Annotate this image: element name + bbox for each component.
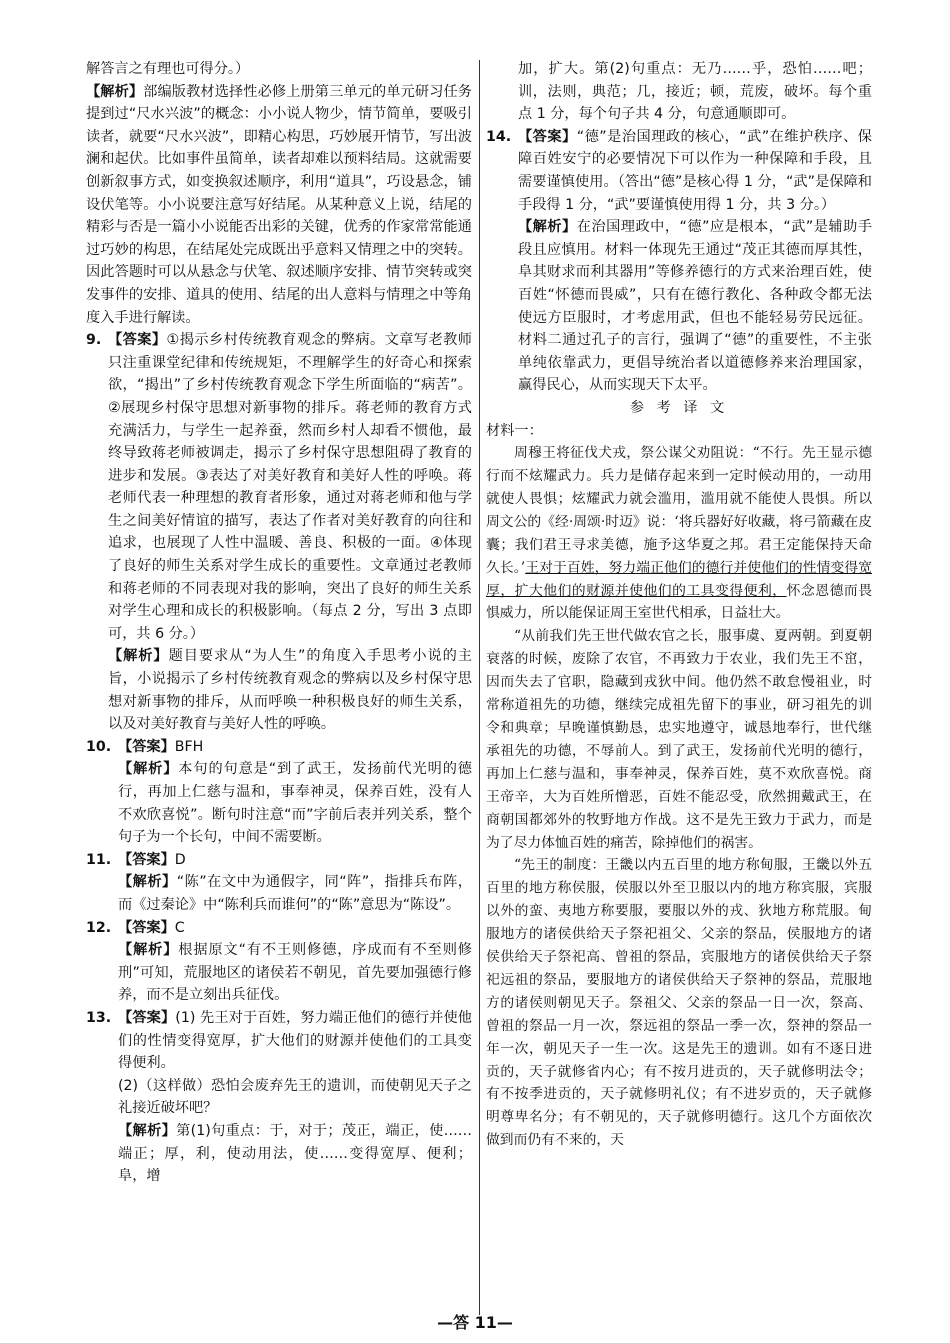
question-14 [486,126,872,216]
translation-paragraph [486,442,872,625]
answer-label: 【答案】 [118,919,175,936]
q11-answer: D [174,851,186,868]
question-13 [86,1007,472,1075]
translation-paragraph: “从前我们先王世代做农官之长，服事虞、夏两朝。到夏朝衰落的时候，废除了农官，不再致力于农业，我们先王不窋，因而失去了官职，隐藏到戎狄中间。他仍然不敢怠慢祖业，时常称道祖先的功德，继续完成祖先留下的事业，研习祖先的训令和典章；早晚谨慎勤恳，忠实地遵守，诚恳地奉行，世代继承祖先的功德，不辱前人。到了武王，发扬前代光明的德行，再加上仁慈与温和，事奉神灵，保养百姓，莫不欢欣喜悦。商王帝辛，大为百姓所憎恶，百姓不能忍受，欣然拥戴武王，在商朝国都郊外的牧野地方作战。这不是先王致力于武力，而是为了尽力体恤百姓的痛苦，除掉他们的祸害。 [486,628,872,851]
q9-analysis [86,645,472,735]
question-11 [86,849,472,872]
answer-label: 【答案】 [118,1009,176,1026]
analysis-label: 【解析】 [118,761,179,778]
analysis-label: 【解析】 [118,942,179,959]
translation-text [486,442,872,1152]
q10-analysis [86,758,472,848]
q13-analysis-continuation: 加，扩大。第(2)句重点：无乃……乎，恐怕……吧；训，法则，典范；几，接近；顿，荒废，破坏。每个重点 1 分，每个句子共 4 分，句意通顺即可。 [518,61,872,123]
q9-answer: ①揭示乡村传统教育观念的弊病。文章写老教师只注重课堂纪律和传统规矩，不理解学生的好奇心和探索欲，“揭出”了乡村传统教育观念下学生所面临的“病苦”。②展现乡村保守思想对新事物的排斥。蒋老师的教育方式充满活力，与学生一起养蚕，然而乡村人却看不惯他，最终导致蒋老师被调走，揭示了乡村保守思想阻碍了教育的进步和发展。③表达了对美好教育和美好人性的呼唤。蒋老师代表一种理想的教育者形象，通过对蒋老师和他与学生之间美好情谊的描写，表达了作者对美好教育的向往和追求，也展现了人性中温暖、善良、积极的一面。④体现了良好的师生关系对学生成长的重要性。文章通过老教师和蒋老师的不同表现对我的影响，突出了良好的师生关系对学生心理和成长的积极影响。（每点 2 分，写出 3 点即可，共 6 分。） [108,332,472,642]
q8-analysis-text: 部编版教材选择性必修上册第三单元的单元研习任务提到过“尺水兴波”的概念：小小说人物少，情节简单，要吸引读者，就要“尺水兴波”，即精心构思，巧妙展开情节，写出波澜和起伏。比如事件虽简单，读者却难以预料结局。这就需要创新叙事方式，如变换叙述顺序，利用“道具”，巧设悬念，铺设伏笔等。小小说要注意写好结尾。从某种意义上说，结尾的精彩与否是一篇小小说能否出彩的关键，优秀的作家常常能通过巧妙的构思，在结尾处完成既出乎意料又情理之中的突转。因此答题时可以从悬念与伏笔、叙述顺序安排、情节突转或突发事件的安排、道具的使用、结尾的出人意料与情理之中等角度入手进行解读。 [86,83,472,326]
question-10 [86,736,472,759]
analysis-label: 【解析】 [518,219,577,236]
right-column [486,58,872,1152]
answer-label: 【答案】 [108,332,167,349]
translation-paragraph: “先王的制度：王畿以内五百里的地方称甸服，王畿以外五百里的地方称侯服，侯服以外至卫服以内的地方称宾服，宾服以外的蛮、夷地方称要服，要服以外的戎、狄地方称荒服。甸服地方的诸侯供给天子祭祀祖父、父亲的祭品，侯服地方的诸侯供给天子祭祀高、曾祖的祭品，宾服地方的诸侯供给天子祭祀远祖的祭品，要服地方的诸侯供给天子祭神的祭品，荒服地方的诸侯则朝见天子。祭祖父、父亲的祭品一日一次，祭高、曾祖的祭品一月一次，祭远祖的祭品一季一次，祭神的祭品一年一次，朝见天子一生一次。这是先王的遗训。如有不逐日进贡的，天子就修省内心；有不按月进贡的，天子就修明法令；有不按季进贡的，天子就修明礼仪；有不进岁贡的，天子就修明尊卑名分；有不朝见的，天子就修明德行。这几个方面依次做到而仍有不来的，天 [486,857,872,1149]
question-number: 11. [86,851,112,868]
q13-answer-2: (2)（这样做）恐怕会废弃先王的遗训，而使朝见天子之礼接近破坏吧？ [118,1077,472,1117]
q13-answer-1: (1) 先王对于百姓，努力端正他们的德行并使他们的性情变得宽厚，扩大他们的财源并使他们的工具变得便利。 [118,1009,472,1072]
q14-analysis [486,216,872,397]
answer-label: 【答案】 [518,128,577,145]
question-12 [86,917,472,940]
translation-text-b: 怀念恩德而畏惧威力，所以能保证周王室世代相承，日益壮大。 [486,582,872,622]
answer-label: 【答案】 [118,738,175,755]
translation-title: 参 考 译 文 [629,399,729,416]
material-one-label: 材料一： [486,422,543,439]
q14-analysis-text: 在治国理政中，“德”应是根本，“武”是辅助手段且应慎用。材料一体现先王通过“茂正其德而厚其性，阜其财求而利其器用”等修养德行的方式来治理百姓，使百姓“怀德而畏威”，只有在德行教化、各种政令都无法使远方臣服时，才考虑用武，但也不能轻易劳民远征。材料二通过孔子的言行，强调了“德”的重要性，不主张单纯依靠武力，更倡导统治者以道德修养来治理国家，赢得民心，从而实现天下太平。 [518,219,872,394]
underlined-translation: 王对于百姓，努力端正他们的德行并使他们的性情变得宽厚，扩大他们的财源并使他们的工具变得便利， [486,559,872,599]
q12-analysis [86,939,472,1007]
q12-answer: C [174,919,185,936]
question-9 [86,329,472,645]
q8-analysis [86,81,472,330]
q11-analysis [86,871,472,916]
question-number: 12. [86,919,112,936]
translation-text-a: 周穆王将征伐犬戎，祭公谋父劝阻说：“不行。先王显示德行而不炫耀武力。兵力是储存起来到一定时候动用的，一动用就使人畏惧；炫耀武力就会滥用，滥用就不能使人畏惧。所以周文公的《经·周颂·时迈》说：‘将兵器好好收藏，将弓箭藏在皮囊；我们君王寻求美德，施予这华夏之邦。君王定能保持天命久长。’ [486,445,872,576]
q10-answer: BFH [174,738,204,755]
analysis-label: 【解析】 [108,648,169,665]
q8-answer-continuation: 解答言之有理也可得分。） [86,61,250,77]
q13-analysis-text: 第(1)句重点：于，对于；茂正，端正，使……端正；厚，利，使动用法，使……变得宽厚、便利；阜，增 [118,1122,472,1185]
column-divider [479,60,480,1315]
q10-analysis-text: 本句的句意是“到了武王，发扬前代光明的德行，再加上仁慈与温和，事奉神灵，保养百姓，没有人不欢欣喜悦”。断句时注意“而”字前后表并列关系，整个句子为一个长句，中间不需要断。 [118,761,472,846]
left-column [86,58,472,1188]
analysis-label: 【解析】 [118,874,177,891]
question-number: 9. [86,332,102,349]
q9-analysis-text: 题目要求从“为人生”的角度入手思考小说的主旨，小说揭示了乡村传统教育观念的弊病以及乡村保守思想对新事物的排斥，从而呼唤一种积极良好的师生关系，以及对美好教育与美好人性的呼唤。 [108,648,472,733]
q11-analysis-text: “陈”在文中为通假字，同“阵”，指排兵布阵，而《过秦论》中“陈利兵而谁何”的“陈”意思为“陈设”。 [118,874,472,913]
page-number: —答 11— [437,1313,513,1332]
analysis-label: 【解析】 [118,1122,177,1139]
q12-analysis-text: 根据原文“有不王则修德，序成而有不至则修刑”可知，荒服地区的诸侯若不朝见，首先要加强德行修养，而不是立刻出兵征伐。 [118,942,472,1004]
q14-answer: “德”是治国理政的核心，“武”在维护秩序、保障百姓安宁的必要情况下可以作为一种保障和手段，且需要谨慎使用。（答出“德”是核心得 1 分，“武”是保障和手段得 1 分，“武”要谨慎使用得 1 分，共 3 分。） [518,128,872,213]
question-number: 14. [486,128,512,145]
question-number: 10. [86,738,112,755]
q13-analysis [86,1120,472,1188]
analysis-label: 【解析】 [86,83,144,100]
question-number: 13. [86,1009,112,1026]
answer-label: 【答案】 [118,851,175,868]
